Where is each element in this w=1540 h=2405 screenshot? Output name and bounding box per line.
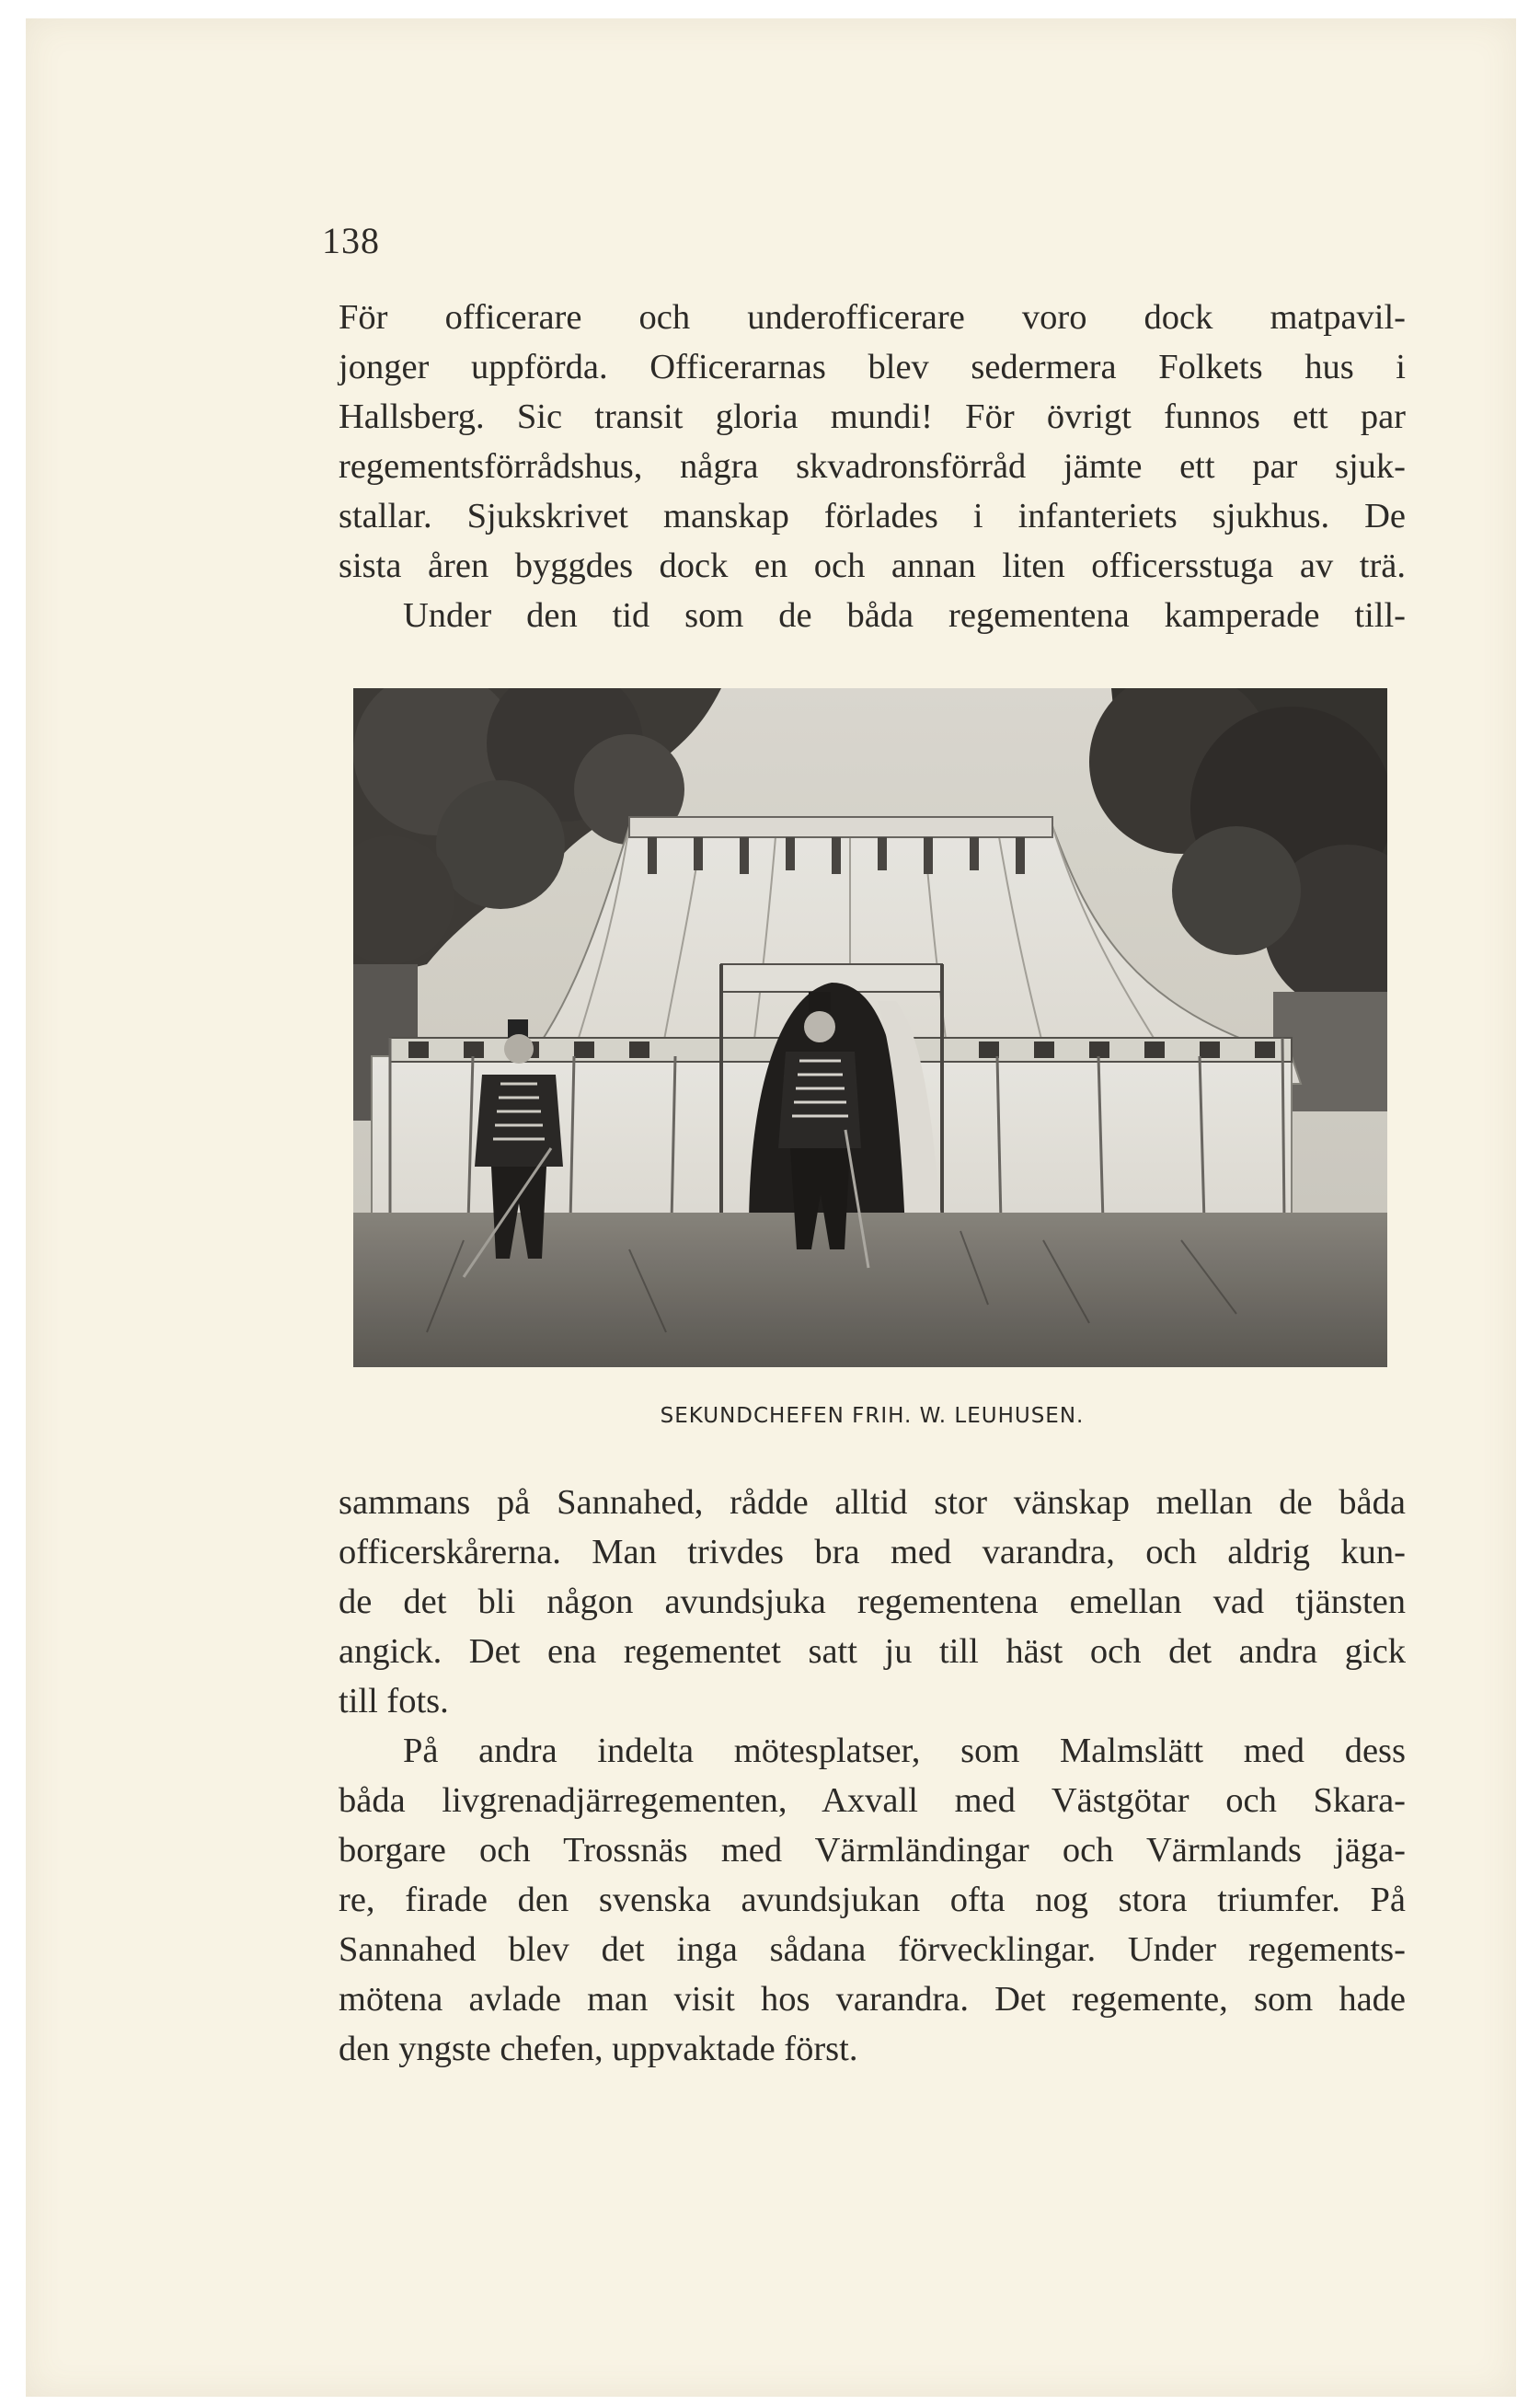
text-line: borgare och Trossnäs med Värmländingar och Värmlands jäga- [339,1831,1406,1870]
text-line: till fots. [339,1682,449,1720]
book-page [26,18,1516,2397]
text-line: På andra indelta mötesplatser, som Malmslätt med dess [403,1732,1406,1770]
text-line: mötena avlade man visit hos varandra. Det regemente, som hade [339,1980,1406,2019]
text-line: sammans på Sannahed, rådde alltid stor vänskap mellan de båda [339,1483,1406,1522]
text-line: jonger uppförda. Officerarnas blev sedermera Folkets hus i [339,348,1406,386]
text-line: Hallsberg. Sic transit gloria mundi! För övrigt funnos ett par [339,397,1406,436]
text-line: För officerare och underofficerare voro dock matpavil- [339,298,1406,337]
body-text-bottom [339,1478,1406,2074]
text-line: Sannahed blev det inga sådana förvecklingar. Under regements- [339,1930,1406,1969]
text-line: regementsförrådshus, några skvadronsförråd jämte ett par sjuk- [339,447,1406,486]
body-text-top [339,293,1406,640]
text-line: den yngste chefen, uppvaktade först. [339,2030,858,2068]
photograph-tent-officers [353,688,1387,1367]
text-line: angick. Det ena regementet satt ju till häst och det andra gick [339,1632,1406,1671]
text-line: re, firade den svenska avundsjukan ofta nog stora triumfer. På [339,1881,1406,1919]
text-line: de det bli någon avundsjuka regementena emellan vad tjänsten [339,1582,1406,1621]
text-line: Under den tid som de båda regementena kamperade till- [403,596,1406,635]
text-line: sista åren byggdes dock en och annan liten officersstuga av trä. [339,547,1406,585]
text-line: båda livgrenadjärregementen, Axvall med Västgötar och Skara- [339,1781,1406,1820]
text-line: officerskårerna. Man trivdes bra med varandra, och aldrig kun- [339,1533,1406,1571]
page-number: 138 [322,220,380,261]
photo-caption: SEKUNDCHEFEN FRIH. W. LEUHUSEN. [660,1404,1085,1428]
text-line: stallar. Sjukskrivet manskap förlades i infanteriets sjukhus. De [339,497,1406,535]
